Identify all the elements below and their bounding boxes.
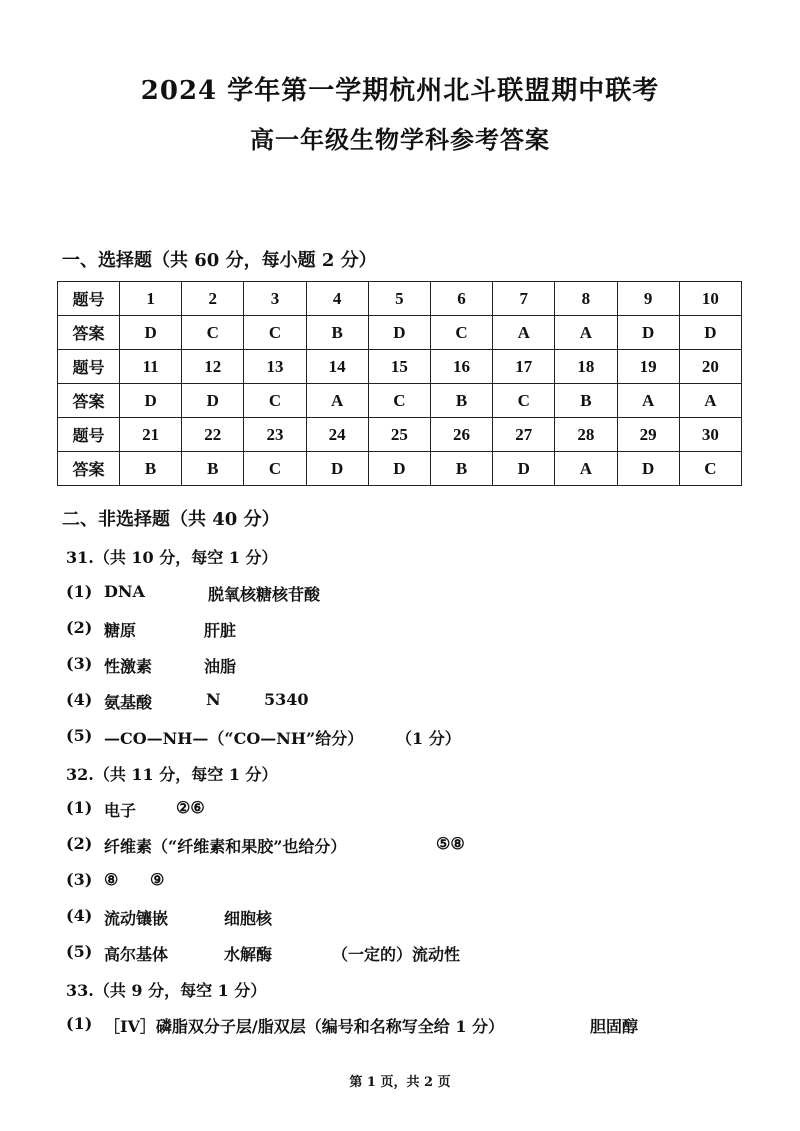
answer-table-cell: A [679,384,741,418]
answer-table-cell: 5 [368,282,430,316]
answer-table-cell: 6 [430,282,492,316]
answer-table-cell: D [182,384,244,418]
q32-4-num: (4) [66,906,93,925]
q32-1-b: ②⑥ [176,798,205,817]
answer-table-cell: 1 [120,282,182,316]
q33-heading: 33.（共 9 分，每空 1 分） [66,981,267,1000]
section-2-heading: 二、非选择题（共 40 分） [62,509,280,530]
q31-1-b: 脱氧核糖核苷酸 [208,585,321,604]
q32-heading: 32.（共 11 分，每空 1 分） [66,765,278,784]
answer-table-cell: D [120,316,182,350]
q32-5-a: 高尔基体 [104,945,169,964]
answer-table-cell: B [182,452,244,486]
answer-table-cell: C [244,452,306,486]
answer-table-cell: D [679,316,741,350]
answer-table-cell: A [555,316,617,350]
q32-3-num: (3) [66,870,93,889]
q32-2-b: ⑤⑧ [436,834,465,853]
answer-table-cell: A [306,384,368,418]
answer-table-cell: 27 [493,418,555,452]
answer-table-cell: 25 [368,418,430,452]
answer-table-cell: C [182,316,244,350]
section-1-heading: 一、选择题（共 60 分，每小题 2 分） [62,250,377,271]
answer-table-cell: 24 [306,418,368,452]
answer-table-cell: 7 [493,282,555,316]
q31-heading: 31.（共 10 分，每空 1 分） [66,548,278,567]
answer-table-cell: 10 [679,282,741,316]
answer-table-cell: 3 [244,282,306,316]
answer-table-cell: D [493,452,555,486]
q31-5-num: (5) [66,726,93,745]
answer-table-row-label: 答案 [58,452,120,486]
answer-table-row [58,452,742,486]
q31-5-a: —CO—NH—（“CO—NH”给分） [104,729,364,748]
answer-table-cell: D [306,452,368,486]
answer-table-cell: B [430,452,492,486]
answer-table-row [58,384,742,418]
q33-1-a: ［IV］磷脂双分子层/脂双层（编号和名称写全给 1 分） [104,1017,505,1036]
answer-table-cell: D [120,384,182,418]
q31-4-num: (4) [66,690,93,709]
answer-table-cell: 22 [182,418,244,452]
q31-4-c: 5340 [264,690,309,709]
q31-3-num: (3) [66,654,93,673]
q31-1-num: (1) [66,582,93,601]
answer-table-cell: 13 [244,350,306,384]
answer-table-cell: D [368,316,430,350]
q31-2-a: 糖原 [104,621,137,640]
answer-table-row-label: 题号 [58,282,120,316]
answer-table-cell: D [617,316,679,350]
q31-2-num: (2) [66,618,93,637]
q32-2-a: 纤维素（“纤维素和果胶”也给分） [104,837,347,856]
q32-5-b: 水解酶 [224,945,273,964]
q31-4-a: 氨基酸 [104,693,153,712]
q32-3-b: ⑨ [150,870,165,889]
answer-table-cell: C [493,384,555,418]
answer-table-cell: 4 [306,282,368,316]
answer-table-cell: 19 [617,350,679,384]
answer-table-cell: 8 [555,282,617,316]
answer-table-cell: 15 [368,350,430,384]
q31-2-b: 肝脏 [204,621,237,640]
answer-table-cell: C [244,384,306,418]
answer-table-cell: 20 [679,350,741,384]
answer-table-cell: 11 [120,350,182,384]
answer-table-cell: 14 [306,350,368,384]
answer-table-cell: B [120,452,182,486]
q32-5-c: （一定的）流动性 [332,945,461,964]
answer-table-cell: C [244,316,306,350]
answer-table-cell: 26 [430,418,492,452]
q33-1-num: (1) [66,1014,93,1033]
answer-table-row-label: 答案 [58,384,120,418]
q32-4-b: 细胞核 [224,909,273,928]
answer-table-cell: B [555,384,617,418]
q32-1-a: 电子 [104,801,137,820]
answer-table-row [58,282,742,316]
q31-4-b: N [206,690,221,709]
answer-table-cell: 30 [679,418,741,452]
q32-3-a: ⑧ [104,870,119,889]
answer-table-cell: D [368,452,430,486]
answer-table-cell: D [617,452,679,486]
answer-table-row [58,418,742,452]
answer-table-row-label: 答案 [58,316,120,350]
answer-table-cell: 18 [555,350,617,384]
q32-2-num: (2) [66,834,93,853]
document-subtitle: 高一年级生物学科参考答案 [250,125,550,154]
q32-4-a: 流动镶嵌 [104,909,169,928]
answer-table-cell: A [493,316,555,350]
answer-table-cell: 17 [493,350,555,384]
answer-table-cell: B [430,384,492,418]
answer-table-cell: 12 [182,350,244,384]
answer-table-cell: 16 [430,350,492,384]
answer-table-row [58,350,742,384]
answer-table-cell: C [430,316,492,350]
answer-table-cell: C [679,452,741,486]
answer-table-cell: A [555,452,617,486]
answer-table-cell: 23 [244,418,306,452]
answer-table-row [58,316,742,350]
answer-table-cell: 2 [182,282,244,316]
answer-table-cell: C [368,384,430,418]
q31-5-b: （1 分） [396,729,461,748]
answer-table-cell: B [306,316,368,350]
answer-table-cell: 29 [617,418,679,452]
q31-1-a: DNA [104,582,145,601]
q31-3-b: 油脂 [204,657,237,676]
answer-table-row-label: 题号 [58,418,120,452]
q33-1-b: 胆固醇 [590,1017,639,1036]
answer-table-row-label: 题号 [58,350,120,384]
answer-table [57,281,742,486]
answer-table-cell: 21 [120,418,182,452]
q32-5-num: (5) [66,942,93,961]
page-footer: 第 1 页，共 2 页 [349,1075,451,1090]
q31-3-a: 性激素 [104,657,153,676]
answer-table-cell: 28 [555,418,617,452]
q32-1-num: (1) [66,798,93,817]
answer-table-cell: 9 [617,282,679,316]
answer-table-cell: A [617,384,679,418]
document-title: 2024 学年第一学期杭州北斗联盟期中联考 [140,76,660,106]
